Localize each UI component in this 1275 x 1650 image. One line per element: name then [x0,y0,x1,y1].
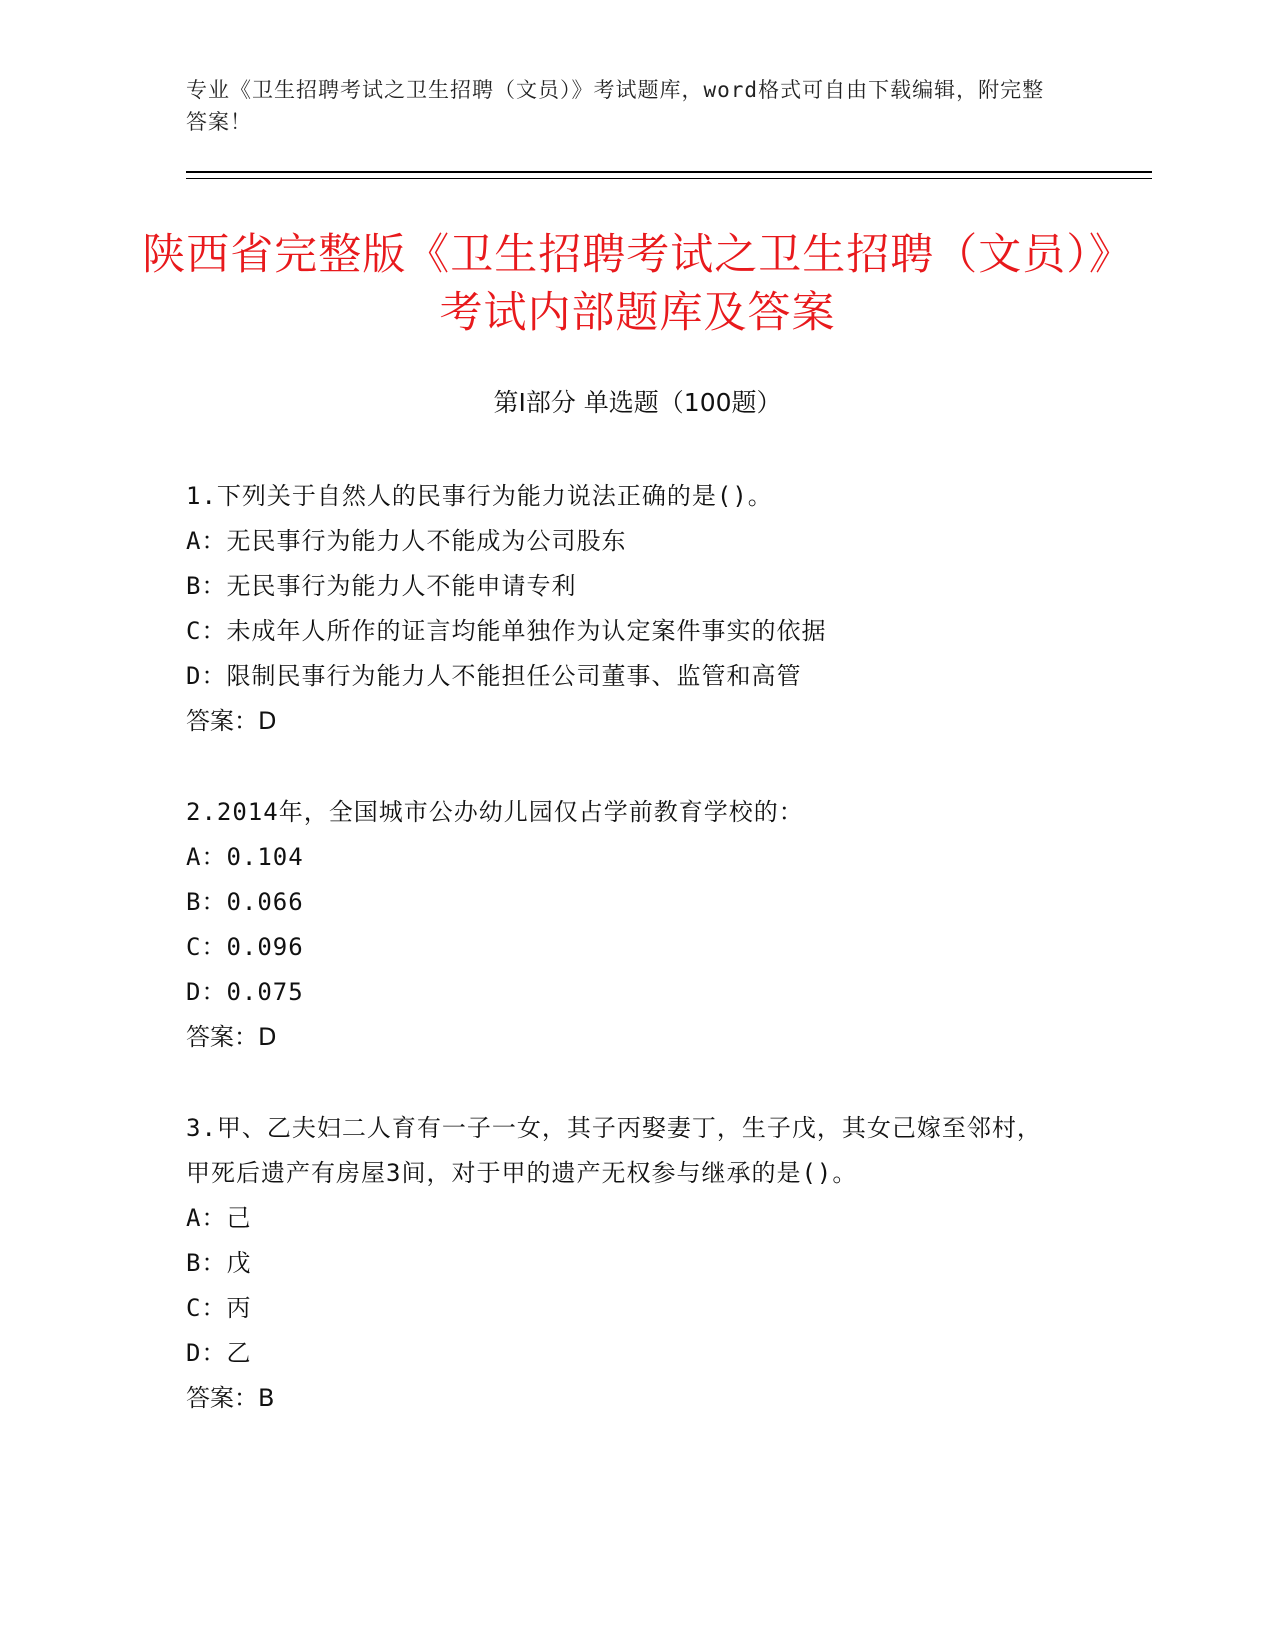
section-heading: 第Ⅰ部分 单选题（100题） [493,388,782,417]
document-title: 陕西省完整版《卫生招聘考试之卫生招聘（文员）》考试内部题库及答案 [142,230,1133,338]
option-c: C：未成年人所作的证言均能单独作为认定案件事实的依据 [186,617,827,645]
header-note: 专业《卫生招聘考试之卫生招聘（文员）》考试题库，word格式可自由下载编辑，附完整答案！ [186,78,1045,134]
option-b: B：戊 [186,1249,252,1277]
answer: 答案：D [186,1023,277,1051]
question-stem: 2.2014年，全国城市公办幼儿园仅占学前教育学校的： [186,798,804,826]
answer: 答案：D [186,707,277,735]
option-a: A：己 [186,1204,252,1232]
header-rule-top [186,171,1152,173]
question-3 [186,1106,1066,1421]
question-stem: 1.下列关于自然人的民事行为能力说法正确的是()。 [186,482,773,510]
question-list [186,474,1066,1467]
option-b: B：0.066 [186,888,304,916]
question-1 [186,474,1066,744]
option-d: D：乙 [186,1339,252,1367]
option-c: C：丙 [186,1294,252,1322]
answer: 答案：B [186,1384,275,1412]
option-b: B：无民事行为能力人不能申请专利 [186,572,577,600]
option-a: A：0.104 [186,843,304,871]
option-d: D：0.075 [186,978,304,1006]
question-2 [186,790,1066,1060]
option-a: A：无民事行为能力人不能成为公司股东 [186,527,627,555]
option-c: C：0.096 [186,933,304,961]
question-stem: 3.甲、乙夫妇二人育有一子一女，其子丙娶妻丁，生子戊，其女己嫁至邻村，甲死后遗产有房屋3间，对于甲的遗产无权参与继承的是()。 [186,1114,1042,1187]
option-d: D：限制民事行为能力人不能担任公司董事、监管和高管 [186,662,802,690]
header-rule-bottom [186,178,1152,179]
